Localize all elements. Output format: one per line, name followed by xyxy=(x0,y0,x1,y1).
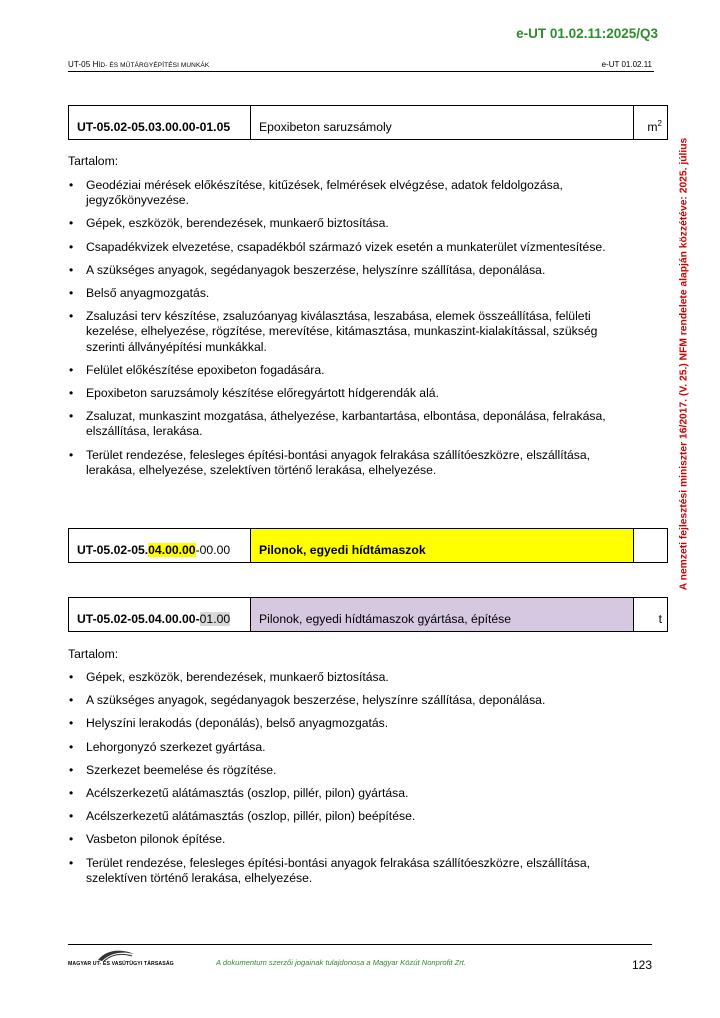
footer-divider xyxy=(68,944,652,945)
list-item: • Epoxibeton saruzsámoly készítése előregyártott hídgerendák alá. xyxy=(68,386,638,401)
copyright-note: A dokumentum szerzői jogainak tulajdonosa a Magyar Közút Nonprofit Zrt. xyxy=(216,958,467,967)
society-logo xyxy=(68,948,188,972)
item3-bullet-list xyxy=(68,670,638,894)
header-left-prefix: UT-05 H xyxy=(68,60,99,69)
list-item: • A szükséges anyagok, segédanyagok beszerzése, helyszínre szállítása, deponálása. xyxy=(68,693,638,708)
item1-header-table xyxy=(68,105,668,140)
logo-text: MAGYAR UT- ÉS VASÚTÜGYI TÁRSASÁG xyxy=(68,961,174,967)
header-left-rest: ÍD- ÉS MŰTÁRGYÉPÍTÉSI MUNKÁK xyxy=(98,62,210,69)
item1-content-label: Tartalom: xyxy=(68,154,119,168)
list-item: • Szerkezet beemelése és rögzítése. xyxy=(68,763,638,778)
list-item: • Terület rendezése, felesleges építési-bontási anyagok felrakása szállítóeszközre, elszállítása, lerakása, elhelyezése, szelektíven történő lerakása, elhelyezése. xyxy=(68,448,638,478)
list-item: • Terület rendezése, felesleges építési-bontási anyagok felrakása szállítóeszközre, elszállítása, szelektíven történő lerakása, elhelyezése. xyxy=(68,856,638,886)
item2-header-table xyxy=(68,528,668,563)
item1-bullet-list xyxy=(68,178,638,486)
list-item: • Vasbeton pilonok építése. xyxy=(68,832,638,847)
item3-title: Pilonok, egyedi hídtámaszok gyártása, építése xyxy=(251,598,634,632)
item1-unit: $m^2$ xyxy=(634,106,668,140)
list-item: • A szükséges anyagok, segédanyagok beszerzése, helyszínre szállítása, deponálása. xyxy=(68,263,638,278)
swoosh-logo-icon xyxy=(96,948,136,962)
list-item: • Acélszerkezetű alátámasztás (oszlop, pillér, pilon) gyártása. xyxy=(68,786,638,801)
item1-code: UT-05.02-05.03.00.00-01.05 xyxy=(69,106,251,140)
item2-title: Pilonok, egyedi hídtámaszok xyxy=(251,529,634,563)
item3-unit: t xyxy=(634,598,668,632)
list-item: • Gépek, eszközök, berendezések, munkaerő biztosítása. xyxy=(68,670,638,685)
list-item: • Gépek, eszközök, berendezések, munkaerő biztosítása. xyxy=(68,216,638,231)
item2-code: UT-05.02-05.04.00.00-00.00 xyxy=(69,529,251,563)
running-header-right: e-UT 01.02.11 xyxy=(601,60,652,69)
running-header-left xyxy=(68,60,209,69)
header-divider xyxy=(68,71,654,72)
list-item: • Belső anyagmozgatás. xyxy=(68,286,638,301)
item3-content-label: Tartalom: xyxy=(68,647,119,661)
document-code: e-UT 01.02.11:2025/Q3 xyxy=(516,26,658,41)
side-publication-note xyxy=(676,98,692,630)
page-number: 123 xyxy=(631,958,652,972)
list-item: • Zsaluzat, munkaszint mozgatása, áthelyezése, karbantartása, elbontása, deponálása, felrakása, elszállítása, lerakása. xyxy=(68,409,638,439)
item2-unit xyxy=(634,529,668,563)
item3-code: UT-05.02-05.04.00.00-01.00 xyxy=(69,598,251,632)
item1-title: Epoxibeton saruzsámoly xyxy=(251,106,634,140)
list-item: • Zsaluzási terv készítése, zsaluzóanyag kiválasztása, leszabása, elemek összeállítása, felületi kezelése, elhelyezése, rögzítése, merevítése, kitámasztása, munkaszint-kialakítással, szükség szerinti állványépítési munkákkal. xyxy=(68,309,638,355)
item3-header-table xyxy=(68,597,668,632)
list-item: • Geodéziai mérések előkészítése, kitűzések, felmérések elvégzése, adatok feldolgozása, jegyzőkönyvezése. xyxy=(68,178,638,208)
list-item: • Lehorgonyzó szerkezet gyártása. xyxy=(68,740,638,755)
side-note-text: A nemzeti fejlesztési miniszter 16/2017. (V. 25.) NFM rendelete alapján közzétéve: 2025. július xyxy=(678,137,690,591)
list-item: • Felület előkészítése epoxibeton fogadására. xyxy=(68,363,638,378)
list-item: • Helyszíni lerakodás (deponálás), belső anyagmozgatás. xyxy=(68,716,638,731)
list-item: • Acélszerkezetű alátámasztás (oszlop, pillér, pilon) beépítése. xyxy=(68,809,638,824)
list-item: • Csapadékvizek elvezetése, csapadékból származó vizek esetén a munkaterület vízmentesítése. xyxy=(68,240,638,255)
